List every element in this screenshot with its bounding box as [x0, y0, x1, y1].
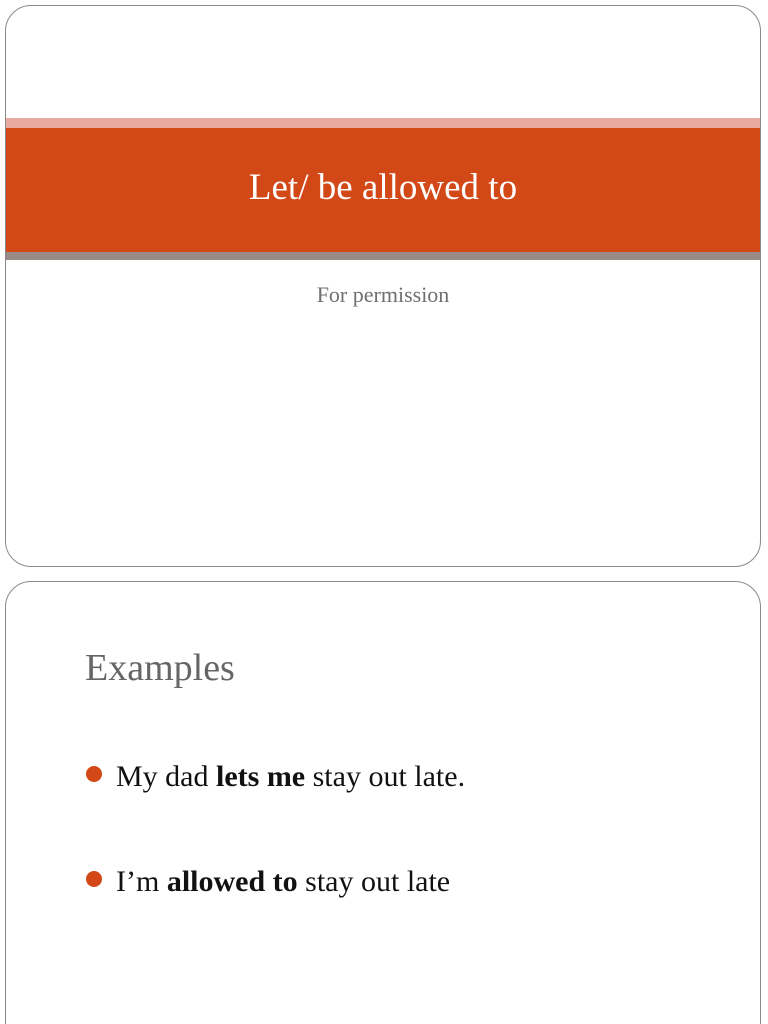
bullet-item — [86, 865, 450, 899]
title-slide — [5, 5, 761, 567]
examples-heading: Examples — [85, 647, 235, 689]
title-band-highlight — [6, 118, 760, 128]
bullet-text-plain: I’m — [116, 865, 167, 898]
bullet-text-plain: stay out late. — [305, 760, 466, 793]
examples-slide — [5, 581, 761, 1024]
slide-title: Let/ be allowed to — [248, 166, 518, 208]
bullet-text — [116, 865, 450, 899]
bullet-text-bold: allowed to — [166, 865, 298, 898]
bullet-text-plain: stay out late — [297, 865, 451, 898]
title-band — [6, 128, 760, 252]
bullet-dot-icon — [86, 766, 102, 782]
bullet-text-plain: My dad — [116, 760, 216, 793]
bullet-item — [86, 760, 465, 794]
bullet-text — [116, 760, 465, 794]
title-band-shadow — [6, 252, 760, 260]
bullet-dot-icon — [86, 871, 102, 887]
bullet-text-bold: lets me — [216, 760, 306, 793]
slide-subtitle: For permission — [316, 282, 450, 307]
